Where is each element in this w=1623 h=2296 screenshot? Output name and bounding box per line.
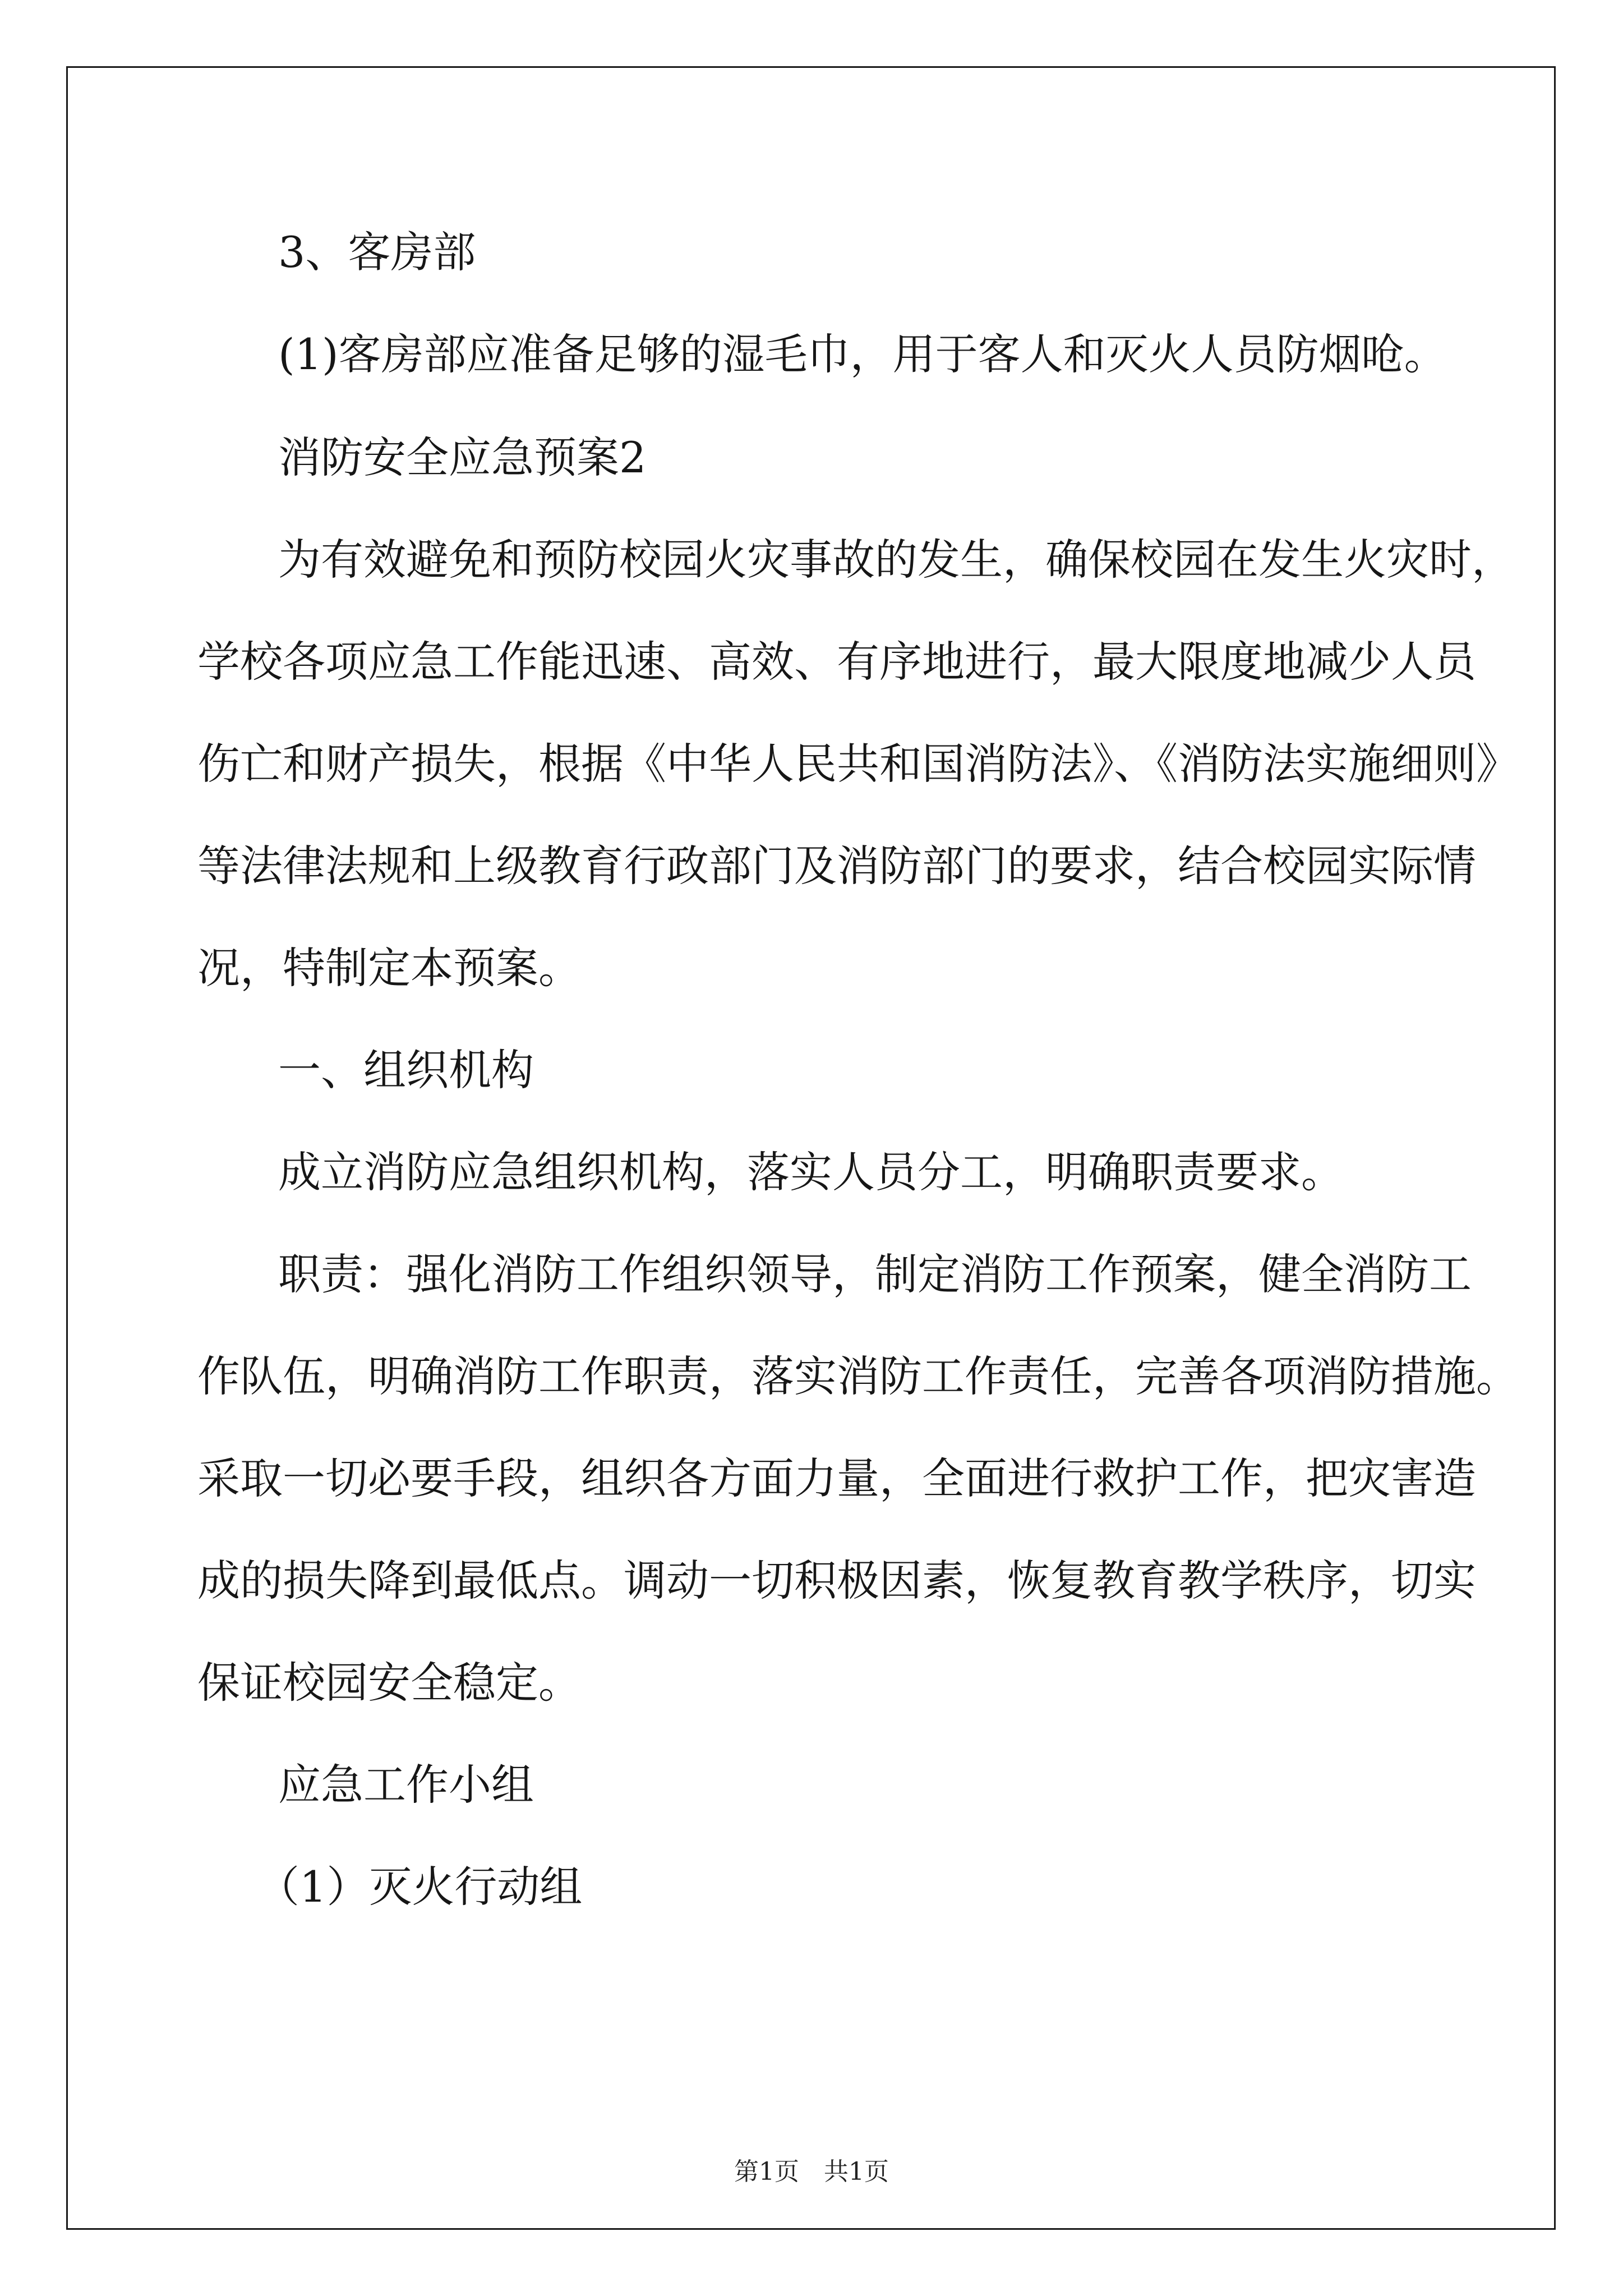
page-number-footer: 第1页 共1页 — [734, 2157, 889, 2186]
paragraph-line: 况，特制定本预案。 — [197, 943, 581, 993]
paragraph-line: (1)客房部应准备足够的湿毛巾，用于客人和灭火人员防烟呛。 — [278, 329, 1447, 379]
section-heading-guest-rooms: 3、客房部 — [278, 227, 476, 277]
section-heading-organization: 一、组织机构 — [278, 1045, 534, 1095]
paragraph-line: 为有效避免和预防校园火灾事故的发生，确保校园在发生火灾时， — [278, 535, 1514, 585]
section-heading-firefighting-group: （1）灭火行动组 — [257, 1862, 583, 1912]
paragraph-line: 成的损失降到最低点。调动一切积极因素，恢复教育教学秩序，切实 — [197, 1556, 1476, 1605]
plan-title: 消防安全应急预案2 — [278, 432, 647, 482]
paragraph-line: 采取一切必要手段，组织各方面力量，全面进行救护工作，把灾害造 — [197, 1453, 1476, 1503]
section-heading-emergency-team: 应急工作小组 — [278, 1760, 534, 1810]
paragraph-line: 成立消防应急组织机构，落实人员分工，明确职责要求。 — [278, 1147, 1344, 1197]
paragraph-line: 等法律法规和上级教育行政部门及消防部门的要求，结合校园实际情 — [197, 841, 1476, 891]
paragraph-line: 职责：强化消防工作组织领导，制定消防工作预案，健全消防工 — [278, 1249, 1472, 1299]
paragraph-line: 作队伍，明确消防工作职责，落实消防工作责任，完善各项消防措施。 — [197, 1351, 1519, 1401]
paragraph-line: 学校各项应急工作能迅速、高效、有序地进行，最大限度地减少人员 — [197, 637, 1476, 687]
paragraph-line: 保证校园安全稳定。 — [197, 1658, 581, 1708]
paragraph-line: 伤亡和财产损失，根据《中华人民共和国消防法》、《消防法实施细则》 — [197, 739, 1519, 789]
